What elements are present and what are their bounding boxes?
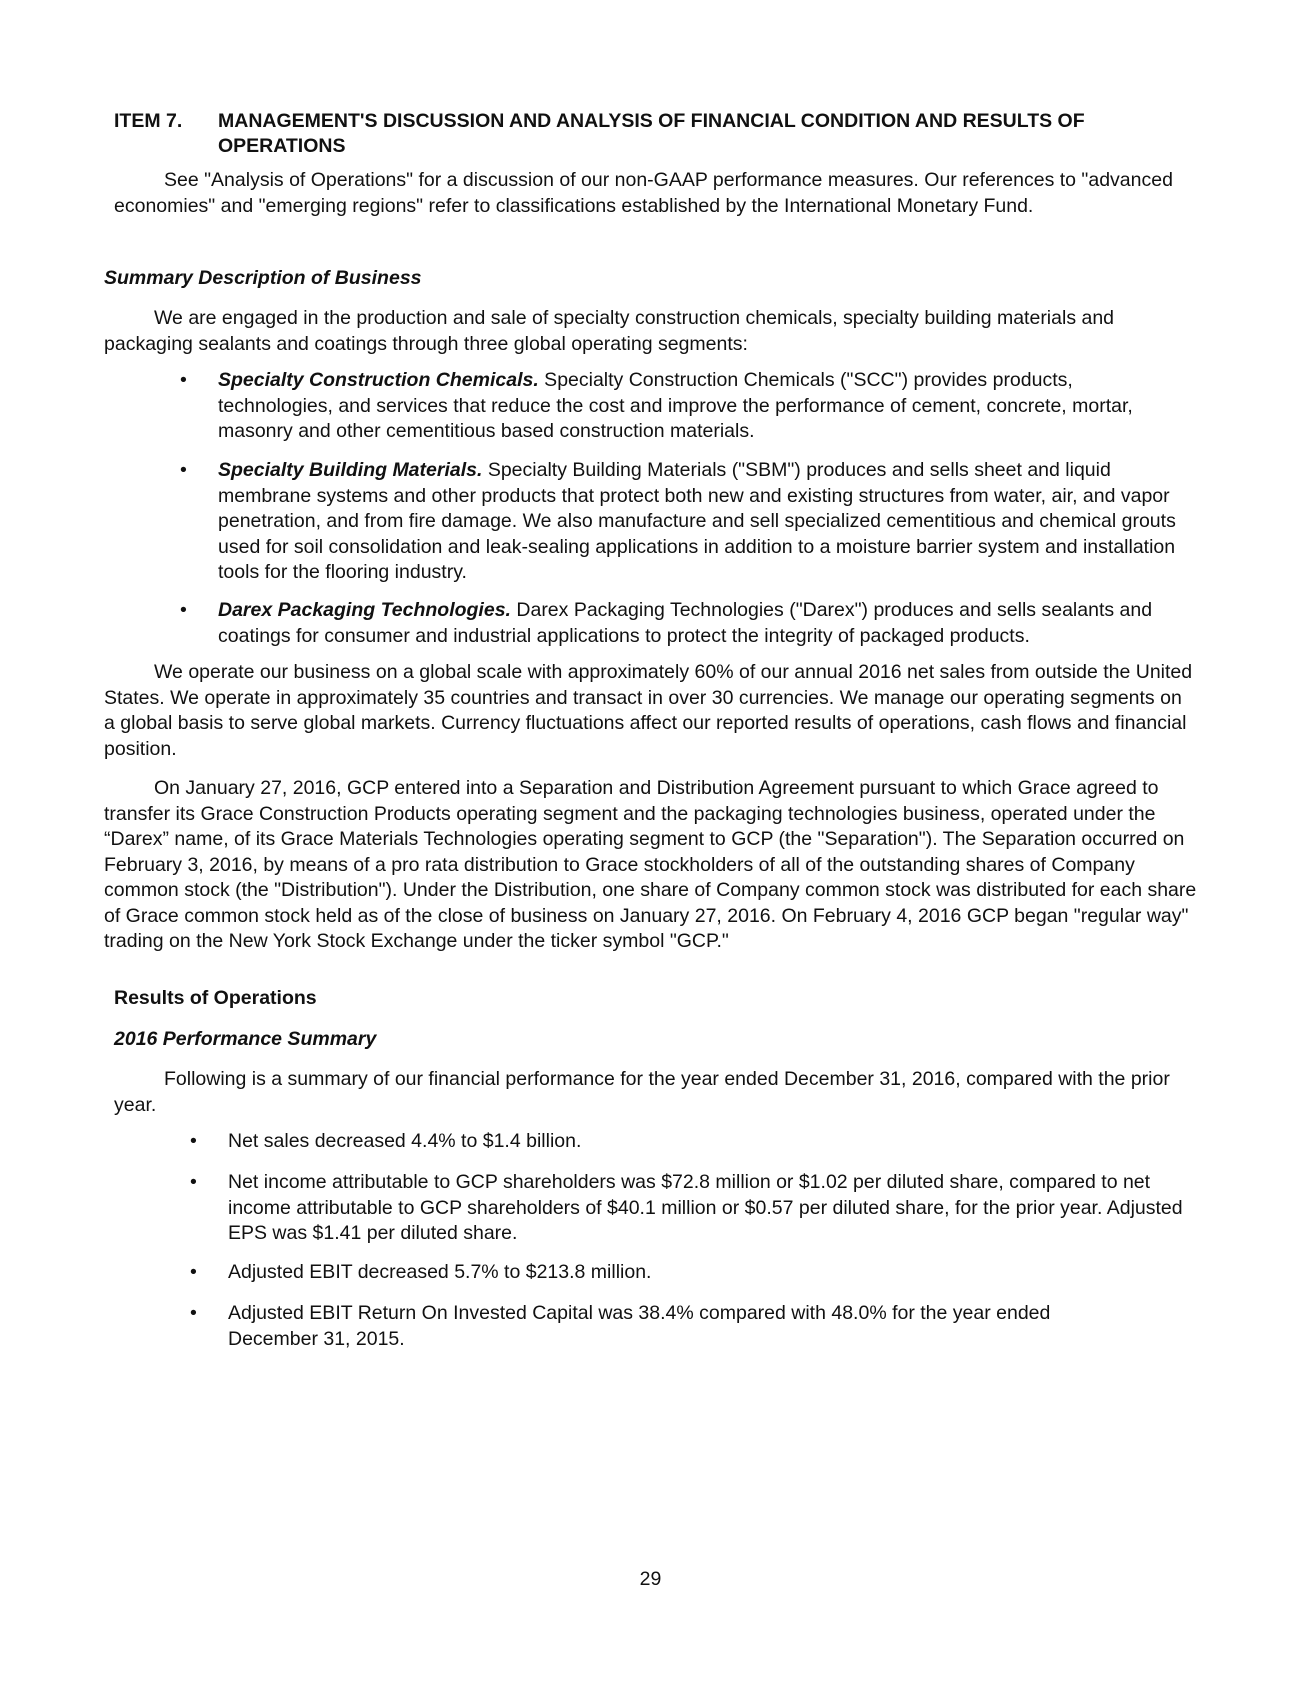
item-number: ITEM 7. [114, 110, 183, 132]
bullet-glyph: • [180, 459, 187, 481]
results-heading: Results of Operations [114, 987, 317, 1009]
item-title-line2: OPERATIONS [218, 135, 346, 157]
bullet-glyph: • [190, 1302, 197, 1324]
bullet-glyph: • [190, 1261, 197, 1283]
segment-lead: Darex Packaging Technologies. [218, 599, 511, 621]
segment-lead: Specialty Construction Chemicals. [218, 369, 539, 391]
bullet-glyph: • [190, 1130, 197, 1152]
intro-paragraph: See "Analysis of Operations" for a discussion of our non-GAAP performance measures. Our references to "advanced economies" and "emerging regions" refer to classifications established by the International Monetary Fund. [114, 169, 1173, 217]
segment-text: Specialty Construction Chemicals ("SCC") provides products, technologies, and services that reduce the cost and improve the performance of cement, concrete, mortar, masonry and other cementitious based construction materials. [218, 369, 1133, 442]
segment-text: Specialty Building Materials ("SBM") produces and sells sheet and liquid membrane systems and other products that protect both new and existing structures from water, air, and vapor penetration, and from fire damage. We also manufacture and sell specialized cementitious and chemical grouts used for soil consolidation and leak-sealing applications in addition to a moisture barrier system and installation tools for the flooring industry. [218, 459, 1176, 583]
bullet-glyph: • [180, 599, 187, 621]
performance-paragraph: Following is a summary of our financial performance for the year ended December 31, 2016, compared with the prior year. [114, 1068, 1170, 1116]
bullet-glyph: • [190, 1171, 197, 1193]
segment-text: Darex Packaging Technologies ("Darex") produces and sells sealants and coatings for consumer and industrial applications to protect the integrity of packaged products. [218, 599, 1153, 647]
item-heading [114, 109, 1194, 159]
page-number: 29 [639, 1568, 662, 1590]
summary-paragraph: We are engaged in the production and sale of specialty construction chemicals, specialty building materials and packaging sealants and coatings through three global operating segments: [104, 307, 1115, 355]
document-page: ITEM 7. MANAGEMENT'S DISCUSSION AND ANALYSIS OF FINANCIAL CONDITION AND RESULTS OF OPERATIONS See "Analysis of Operations" for a discussion of our non-GAAP performance measures. Our references to "advanced economies" and "emerging regions" refer to classifications established by the International Monetary Fund. Summary Description of Business We are engaged in the production and sale of specialty construction chemicals, specialty building materials and packaging sealants and coatings through three global operating segments: • Specialty Construction Chemicals. Specialty Construction Chemicals ("SCC") provides products, technologies, and services that reduce the cost and improve the performance of cement, concrete, mortar, masonry and other cementitious based construction materials. • Specialty Building Materials. Specialty Building Materials ("SBM") produces and sells sheet and liquid membrane systems and other products that protect both new and existing structures from water, air, and vapor penetration, and from fire damage. We also manufacture and sell specialized cementitious and chemical grouts used for soil consolidation and leak-sealing applications in addition to a moisture barrier system and installation tools for the flooring industry. • Darex Packaging Technologies. Darex Packaging Technologies ("Darex") produces and sells sealants and coatings for consumer and industrial applications to protect the integrity of packaged products. We operate our business on a global scale with approximately 60% of our annual 2016 net sales from outside the United States. We operate in approximately 35 countries and transact in over 30 currencies. We manage our operating segments on a global basis to serve global markets. Currency fluctuations affect our reported results of operations, cash flows and financial position. On January 27, 2016, GCP entered into a Separation and Distribution Agreement pursuant to which Grace agreed to transfer its Grace Construction Products operating segment and the packaging technologies business, operated under the “Darex” name, of its Grace Materials Technologies operating segment to GCP (the "Separation"). The Separation occurred on February 3, 2016, by means of a pro rata distribution to Grace stockholders of all of the outstanding shares of Company common stock (the "Distribution"). Under the Distribution, one share of Company common stock was distributed for each share of Grace common stock held as of the close of business on January 27, 2016. On February 4, 2016 GCP began "regular way" trading on the New York Stock Exchange under the ticker symbol "GCP." Results of Operations 2016 Performance Summary Following is a summary of our financial performance for the year ended December 31, 2016, compared with the prior year. • Net sales decreased 4.4% to $1.4 billion. • Net income attributable to GCP shareholders was $72.8 million or $1.02 per diluted share, compared to net income attributable to GCP shareholders of $40.1 million or $0.57 per diluted share, for the prior year. Adjusted EPS was $1.41 per diluted share. • Adjusted EBIT decreased 5.7% to $213.8 million. • Adjusted EBIT Return On Invested Capital was 38.4% compared with 48.0% for the year ended December 31, 2015. 29 [0, 0, 1301, 1683]
global-paragraph: We operate our business on a global scale with approximately 60% of our annual 2016 net sales from outside the United States. We operate in approximately 35 countries and transact in over 30 currencies. We manage our operating segments on a global basis to serve global markets. Currency fluctuations affect our reported results of operations, cash flows and financial position. [104, 661, 1193, 760]
segment-lead: Specialty Building Materials. [218, 459, 483, 481]
summary-heading: Summary Description of Business [104, 267, 422, 289]
item-title-line1: MANAGEMENT'S DISCUSSION AND ANALYSIS OF FINANCIAL CONDITION AND RESULTS OF [218, 110, 1085, 132]
bullet-glyph: • [180, 369, 187, 391]
performance-subheading: 2016 Performance Summary [114, 1028, 377, 1050]
separation-paragraph: On January 27, 2016, GCP entered into a Separation and Distribution Agreement pursuant to which Grace agreed to transfer its Grace Construction Products operating segment and the packaging technologies business, operated under the “Darex” name, of its Grace Materials Technologies operating segment to GCP (the "Separation"). The Separation occurred on February 3, 2016, by means of a pro rata distribution to Grace stockholders of all of the outstanding shares of Company common stock (the "Distribution"). Under the Distribution, one share of Company common stock was distributed for each share of Grace common stock held as of the close of business on January 27, 2016. On February 4, 2016 GCP began "regular way" trading on the New York Stock Exchange under the ticker symbol "GCP." [104, 777, 1197, 952]
